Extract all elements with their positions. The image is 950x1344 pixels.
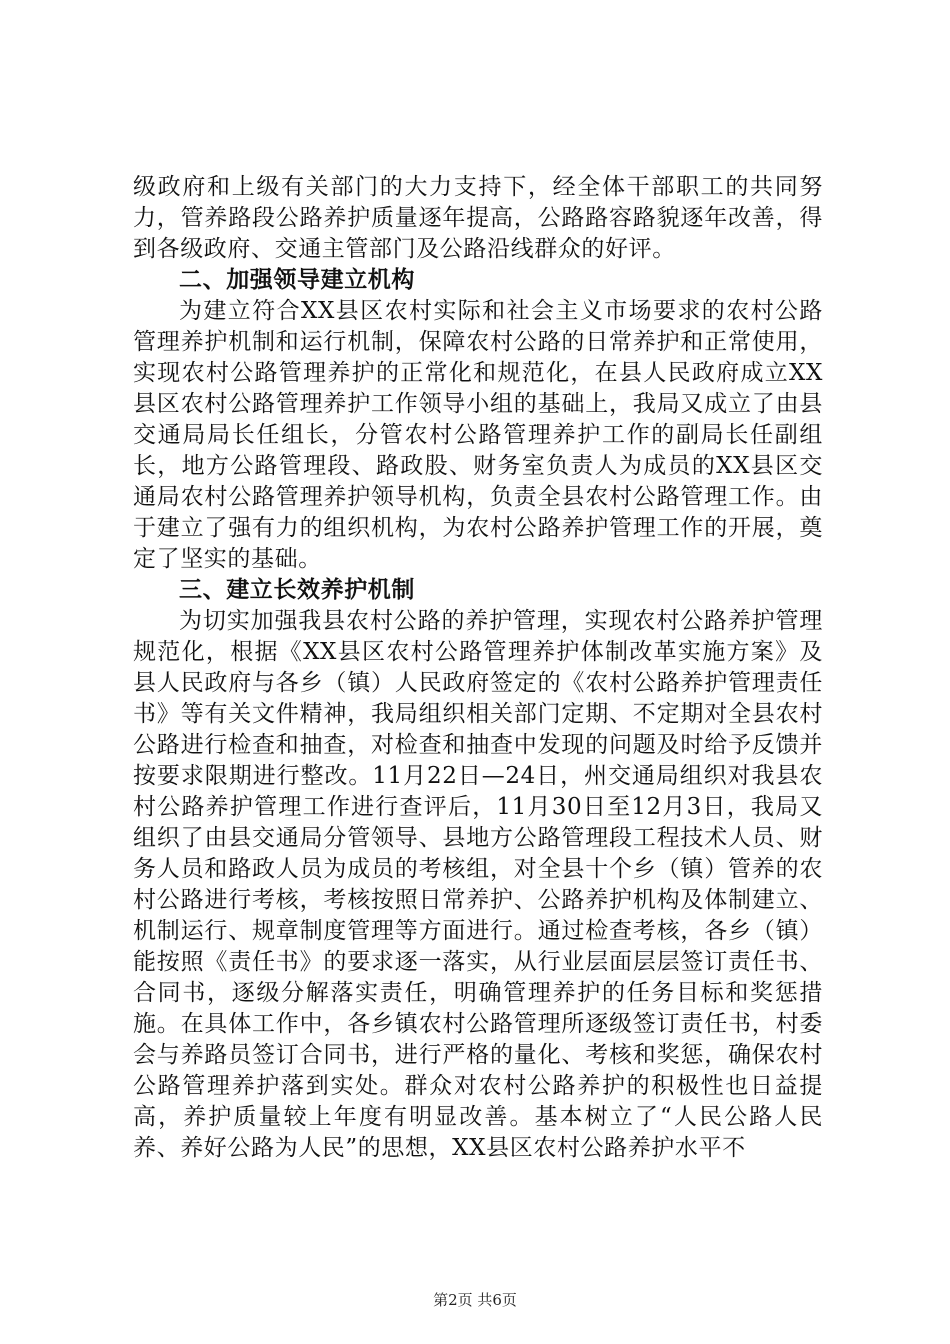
document-body bbox=[133, 172, 823, 1164]
page-footer bbox=[0, 1290, 950, 1310]
page-number-label: 第2页 共6页 bbox=[433, 1291, 517, 1309]
paragraph-leadership: 为建立符合XX县区农村实际和社会主义市场要求的农村公路管理养护机制和运行机制，保障农村公路的日常养护和正常使用，实现农村公路管理养护的正常化和规范化，在县人民政府成立XX县区农村公路管理养护工作领导小组的基础上，我局又成立了由县交通局局长任组长，分管农村公路管理养护工作的副局长任副组长，地方公路管理段、路政股、财务室负责人为成员的XX县区交通局农村公路管理养护领导机构，负责全县农村公路管理工作。由于建立了强有力的组织机构，为农村公路养护管理工作的开展，奠定了坚实的基础。 bbox=[133, 298, 823, 572]
section-heading-2: 二、加强领导建立机构 bbox=[179, 267, 415, 293]
section-heading-3: 三、建立长效养护机制 bbox=[179, 577, 415, 603]
paragraph-continuation: 级政府和上级有关部门的大力支持下，经全体干部职工的共同努力，管养路段公路养护质量逐年提高，公路路容路貌逐年改善，得到各级政府、交通主管部门及公路沿线群众的好评。 bbox=[133, 174, 823, 262]
paragraph-maintenance: 为切实加强我县农村公路的养护管理，实现农村公路养护管理规范化，根据《XX县区农村公路管理养护体制改革实施方案》及县人民政府与各乡（镇）人民政府签定的《农村公路养护管理责任书》等有关文件精神，我局组织相关部门定期、不定期对全县农村公路进行检查和抽查，对检查和抽查中发现的问题及时给予反馈并按要求限期进行整改。11月22日—24日，州交通局组织对我县农村公路养护管理工作进行查评后，11月30日至12月3日，我局又组织了由县交通局分管领导、县地方公路管理段工程技术人员、财务人员和路政人员为成员的考核组，对全县十个乡（镇）管养的农村公路进行考核，考核按照日常养护、公路养护机构及体制建立、机制运行、规章制度管理等方面进行。通过检查考核，各乡（镇）能按照《责任书》的要求逐一落实，从行业层面层层签订责任书、合同书，逐级分解落实责任，明确管理养护的任务目标和奖惩措施。在具体工作中，各乡镇农村公路管理所逐级签订责任书，村委会与养路员签订合同书，进行严格的量化、考核和奖惩，确保农村公路管理养护落到实处。群众对农村公路养护的积极性也日益提高，养护质量较上年度有明显改善。基本树立了“人民公路人民养、养好公路为人民”的思想，XX县区农村公路养护水平不 bbox=[133, 608, 823, 1161]
